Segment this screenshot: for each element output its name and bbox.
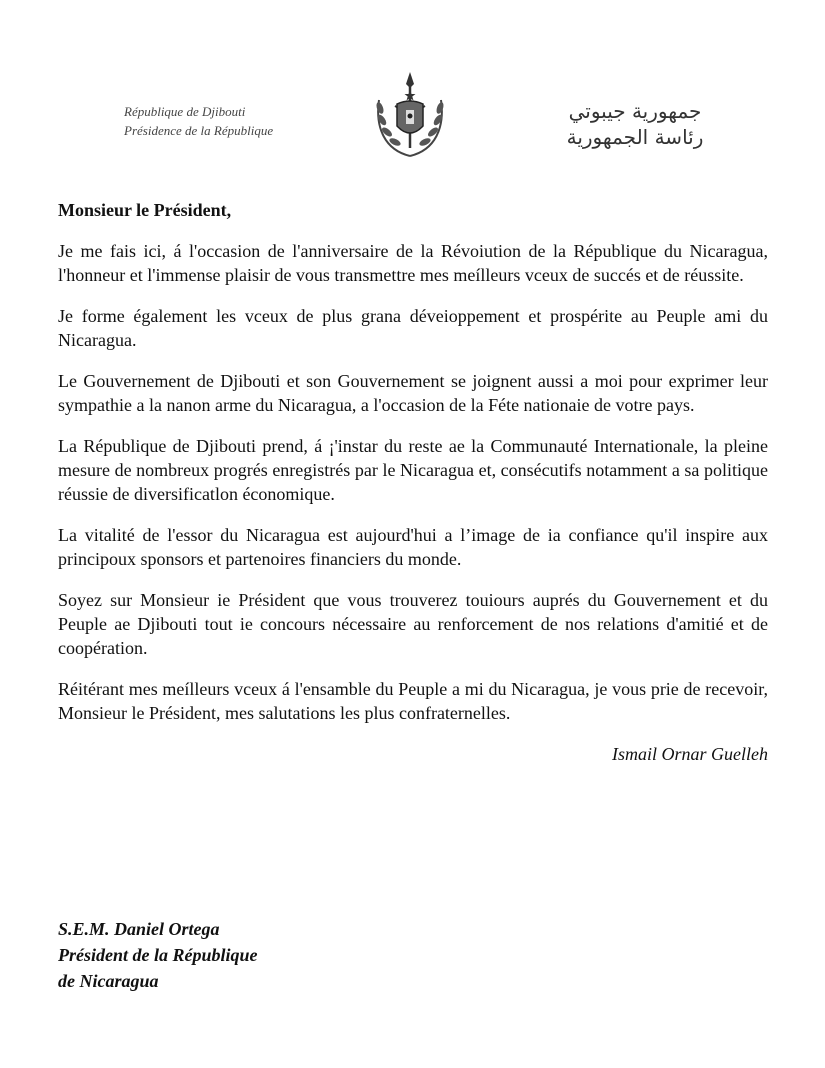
paragraph: La vitalité de l'essor du Nicaragua est aujourd'hui a l’image de ia confiance qu'il inspire aux principoux sponsors et partenoires financiers du monde. [58, 525, 768, 569]
paragraph: Soyez sur Monsieur ie Président que vous trouverez touiours auprés du Gouvernement et du Peuple ae Djibouti tout ie concours nécessaire au renforcement de nos relations d'amitié et de coopération. [58, 590, 768, 658]
letterhead-office-arabic: رئاسة الجمهورية [566, 125, 704, 149]
recipient-title: Président de la République [58, 945, 258, 965]
signature: Ismail Ornar Guelleh [612, 744, 768, 764]
recipient-country: de Nicaragua [58, 971, 159, 991]
letterhead-arabic [520, 98, 750, 158]
coat-of-arms-emblem [371, 70, 449, 160]
letter-body [58, 198, 768, 766]
recipient-block [58, 916, 258, 994]
letterhead-office: Présidence de la République [124, 123, 274, 138]
letterhead [0, 70, 825, 170]
salutation: Monsieur le Président, [58, 200, 232, 220]
paragraph: La République de Djibouti prend, á ¡'instar du reste ae la Communauté Internationale, la pleine mesure de nombreux progrés enregistrés par le Nicaragua et, consécutifs notamment a sa politique réussie de diversificatlon économique. [58, 436, 768, 504]
paragraph: Réitérant mes meílleurs vceux á l'ensamble du Peuple a mi du Nicaragua, je vous prie de recevoir, Monsieur le Président, mes salutations les plus confraternelles. [58, 679, 768, 723]
letterhead-country: République de Djibouti [124, 104, 246, 119]
paragraph: Je forme également les vceux de plus grana déveioppement et prospérite au Peuple ami du Nicaragua. [58, 306, 768, 350]
paragraph: Le Gouvernement de Djibouti et son Gouvernement se joignent aussi a moi pour exprimer leur sympathie a la nanon arme du Nicaragua, a l'occasion de la Féte nationaie de votre pays. [58, 371, 768, 415]
recipient-name: S.E.M. Daniel Ortega [58, 919, 220, 939]
letterhead-french [124, 102, 273, 140]
paragraph: Je me fais ici, á l'occasion de l'anniversaire de la Révoiution de la République du Nicaragua, l'honneur et l'immense plaisir de vous transmettre mes meílleurs vceux de succés et de réussite. [58, 241, 768, 285]
letterhead-country-arabic: جمهورية جيبوتي [568, 99, 702, 123]
